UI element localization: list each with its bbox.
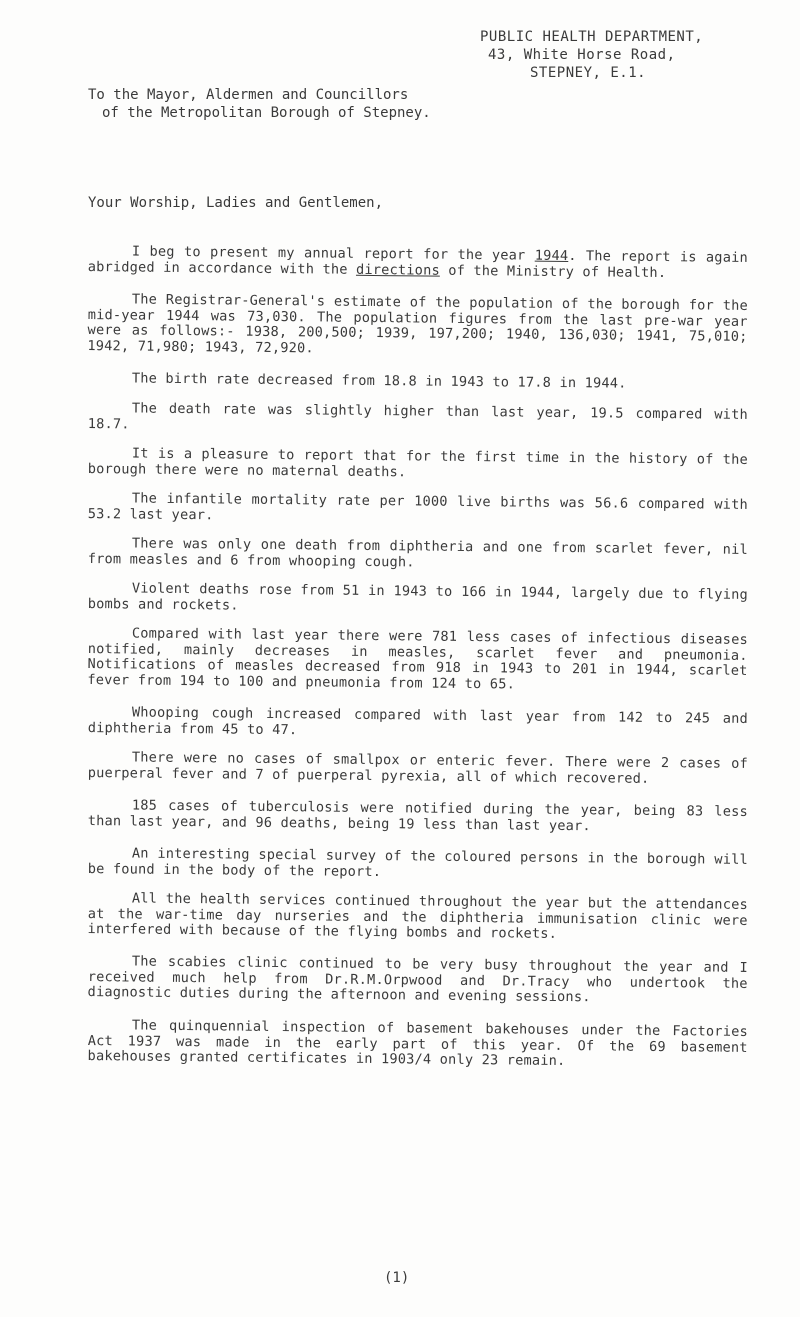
birth-rate-paragraph: The birth rate decreased from 18.8 in 1943 to 17.8 in 1944. <box>131 370 627 392</box>
intro-text-middle: . The report is again abridged in accordance with the <box>87 248 748 278</box>
salutation: Your Worship, Ladies and Gentlemen, <box>88 195 384 211</box>
addressee-line-1: To the Mayor, Aldermen and Councillors <box>88 87 409 103</box>
coloured-persons-survey-paragraph: An interesting special survey of the coloured persons in the borough will be found in the body of the report. <box>87 844 748 880</box>
page-number: (1) <box>384 1270 410 1286</box>
bakehouses-paragraph: The quinquennial inspection of basement bakehouses under the Factories Act 1937 was made in the early part of this year. Of the 69 basement bakehouses granted certificates in 1903/4 only 23 remain. <box>87 1016 748 1069</box>
whooping-cough-paragraph: Whooping cough increased compared with last year from 142 to 245 and diphtheria from 45 to 47. <box>87 703 748 738</box>
population-paragraph: The Registrar-General's estimate of the population of the borough for the mid-year 1944 was 73,030. The population figures from the last pre-war year were as follows:- 1938, 200,500; 1939, 197,200; 1940, 136,030; 1941, 75,010; 1942, 71,980; 1943, 72,920. <box>87 291 748 356</box>
violent-deaths-paragraph: Violent deaths rose from 51 in 1943 to 166 in 1944, largely due to flying bombs and rockets. <box>87 579 748 613</box>
maternal-deaths-paragraph: It is a pleasure to report that for the first time in the history of the borough there were no maternal deaths. <box>87 444 748 480</box>
health-services-paragraph: All the health services continued throughout the year but the attendances at the war-time day nurseries and the diphtheria immunisation clinic were interfered with because of the flying bombs and rockets. <box>87 889 748 942</box>
scabies-clinic-paragraph: The scabies clinic continued to be very busy throughout the year and I received much help from Dr.R.M.Orpwood and Dr.Tracy who undertook the diagnostic duties during the afternoon and evening sessions. <box>87 953 748 1006</box>
intro-text-start: I beg to present my annual report for the year <box>131 243 535 264</box>
intro-directions: directions <box>355 261 440 279</box>
intro-text-end: of the Ministry of Health. <box>439 262 667 281</box>
report-year: 1944 <box>534 247 569 265</box>
tuberculosis-paragraph: 185 cases of tuberculosis were notified during the year, being 83 less than last year, and 96 deaths, being 19 less than last year. <box>87 796 748 834</box>
smallpox-puerperal-paragraph: There were no cases of smallpox or enteric fever. There were 2 cases of puerperal fever and 7 of puerperal pyrexia, all of which recovered. <box>87 748 748 786</box>
department-address <box>480 28 780 82</box>
intro-paragraph <box>88 244 748 282</box>
address-line-department: PUBLIC HEALTH DEPARTMENT, <box>480 29 704 45</box>
infectious-diseases-paragraph: Compared with last year there were 781 less cases of infectious diseases notified, mainly decreases in measles, scarlet fever and pneumonia. Notifications of measles decreased from 918 in 1943 to 201 in 1944, scarlet fever from 194 to 100 and pneumonia from 124 to 65. <box>87 624 748 692</box>
addressee-block <box>88 86 608 122</box>
address-line-district: STEPNEY, E.1. <box>530 65 647 81</box>
death-rate-paragraph: The death rate was slightly higher than last year, 19.5 compared with 18.7. <box>87 399 748 432</box>
address-line-street: 43, White Horse Road, <box>488 47 676 63</box>
report-body <box>88 244 748 1081</box>
disease-deaths-paragraph: There was only one death from diphtheria and one from scarlet fever, nil from measles and 6 from whooping cough. <box>87 534 748 570</box>
infant-mortality-paragraph: The infantile mortality rate per 1000 live births was 56.6 compared with 53.2 last year. <box>87 489 748 523</box>
addressee-line-2: of the Metropolitan Borough of Stepney. <box>102 105 431 121</box>
